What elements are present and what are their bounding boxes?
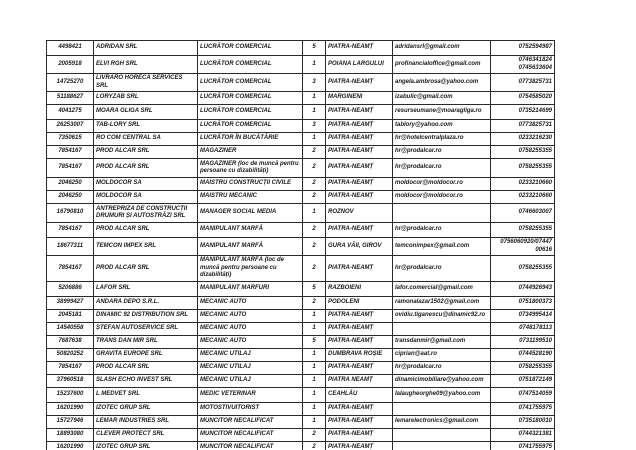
cell-vacancy-count: 5	[303, 281, 326, 296]
cell-company-name: L MEDVET SRL	[94, 387, 198, 402]
cell-location: PODOLENI	[326, 296, 393, 309]
cell-employer-id: 7854167	[47, 361, 94, 374]
table-row	[47, 159, 555, 178]
cell-employer-id: 7854167	[47, 256, 94, 282]
cell-company-name: TEMCON IMPEX SRL	[94, 238, 198, 256]
cell-location: PIATRA-NEAMȚ	[326, 361, 393, 374]
cell-email: temconimpex@gmail.com	[393, 238, 491, 256]
cell-vacancy-count: 2	[303, 428, 326, 441]
cell-job-title: MUNCITOR NECALIFICAT	[198, 415, 303, 428]
cell-company-name: GRAVITA EUROPE SRL	[94, 348, 198, 361]
cell-email: dinamicimobiliare@yahoo.com	[393, 374, 491, 387]
table-row	[47, 256, 555, 282]
cell-employer-id: 26253007	[47, 120, 94, 133]
cell-location: MARGINENI	[326, 92, 393, 105]
cell-job-title: MECANIC UTILAJ	[198, 361, 303, 374]
cell-email	[393, 441, 491, 450]
cell-email: ciprian@aat.ro	[393, 348, 491, 361]
cell-job-title: LUCRĂTOR ÎN BUCĂTĂRIE	[198, 133, 303, 146]
cell-vacancy-count: 1	[303, 56, 326, 74]
cell-job-title: MECANIC UTILAJ	[198, 348, 303, 361]
cell-job-title: MANIPULANT MARFURI	[198, 281, 303, 296]
cell-location: CEAHLĂU	[326, 387, 393, 402]
table-row	[47, 133, 555, 146]
cell-vacancy-count: 5	[303, 41, 326, 56]
cell-phone: 0233210660	[491, 178, 555, 191]
cell-vacancy-count: 5	[303, 335, 326, 348]
job-vacancies-table	[46, 40, 555, 450]
cell-company-name: TAB-LORY SRL	[94, 120, 198, 133]
cell-job-title: MANIPULANT MARFĂ (loc de muncă pentru persoane cu dizabilități)	[198, 256, 303, 282]
cell-job-title: LUCRĂTOR COMERCIAL	[198, 56, 303, 74]
cell-phone: 0751872149	[491, 374, 555, 387]
cell-job-title: LUCRĂTOR COMERCIAL	[198, 105, 303, 120]
cell-job-title: MOTOSTIVUITORIST	[198, 402, 303, 415]
cell-phone: 0741755975	[491, 441, 555, 450]
cell-location: PIATRA-NEAMȚ	[326, 146, 393, 159]
cell-vacancy-count: 1	[303, 322, 326, 335]
cell-company-name: LORYZAB SRL	[94, 92, 198, 105]
cell-email: resurseumane@moaragliga.ro	[393, 105, 491, 120]
cell-email	[393, 322, 491, 335]
cell-job-title: MAISTRU MECANIC	[198, 191, 303, 204]
cell-job-title: MUNCITOR NECALIFICAT	[198, 441, 303, 450]
cell-employer-id: 18677311	[47, 238, 94, 256]
cell-employer-id: 2045181	[47, 309, 94, 322]
cell-employer-id: 7854167	[47, 223, 94, 238]
cell-employer-id: 7854167	[47, 146, 94, 159]
table-row	[47, 348, 555, 361]
cell-employer-id: 15727946	[47, 415, 94, 428]
cell-employer-id: 38999427	[47, 296, 94, 309]
cell-company-name: LIVRARO HORECA SERVICES SRL	[94, 74, 198, 92]
table-row	[47, 296, 555, 309]
cell-company-name: ANDARA DEPO S.R.L.	[94, 296, 198, 309]
table-row	[47, 387, 555, 402]
cell-job-title: MANAGER SOCIAL MEDIA	[198, 204, 303, 223]
cell-vacancy-count: 1	[303, 309, 326, 322]
cell-phone: 0758255355	[491, 159, 555, 178]
cell-company-name: SLASH ECHO INVEST SRL	[94, 374, 198, 387]
cell-employer-id: 5206886	[47, 281, 94, 296]
cell-vacancy-count: 1	[303, 361, 326, 374]
cell-phone: 0752594987	[491, 41, 555, 56]
cell-phone: 0741755975	[491, 402, 555, 415]
cell-phone: 0773825731	[491, 120, 555, 133]
cell-phone: 0744321381	[491, 428, 555, 441]
cell-phone: 0735180010	[491, 415, 555, 428]
cell-phone: 0735214699	[491, 105, 555, 120]
cell-location: PIATRA-NEAMȚ	[326, 309, 393, 322]
table-row	[47, 223, 555, 238]
cell-vacancy-count: 2	[303, 146, 326, 159]
cell-location: PIATRA-NEAMȚ	[326, 335, 393, 348]
cell-job-title: MANIPULANT MARFĂ	[198, 238, 303, 256]
table-row	[47, 204, 555, 223]
cell-job-title: LUCRĂTOR COMERCIAL	[198, 120, 303, 133]
cell-employer-id: 51188627	[47, 92, 94, 105]
cell-employer-id: 15237600	[47, 387, 94, 402]
cell-email: lafor.comercial@gmail.com	[393, 281, 491, 296]
cell-vacancy-count: 1	[303, 204, 326, 223]
cell-location: PIATRA-NEAMȚ	[326, 105, 393, 120]
table-row	[47, 178, 555, 191]
cell-job-title: LUCRĂTOR COMERCIAL	[198, 92, 303, 105]
cell-location: PIATRA-NEAMȚ	[326, 133, 393, 146]
cell-phone: 0758255355	[491, 223, 555, 238]
cell-location: PIATRA-NEAMȚ	[326, 256, 393, 282]
cell-company-name: MOARA GLIGA SRL	[94, 105, 198, 120]
cell-location: PIATRA-NEAMȚ	[326, 159, 393, 178]
cell-job-title: MECANIC UTILAJ	[198, 374, 303, 387]
cell-employer-id: 7350615	[47, 133, 94, 146]
cell-phone: 0747514059	[491, 387, 555, 402]
cell-email: moldocor@moldocor.ro	[393, 178, 491, 191]
cell-employer-id: 2046250	[47, 178, 94, 191]
table-row	[47, 428, 555, 441]
cell-phone: 0746341824 0745633604	[491, 56, 555, 74]
cell-email: ramonalazar1502@gmail.com	[393, 296, 491, 309]
cell-employer-id: 37960518	[47, 374, 94, 387]
cell-location: PIATRA-NEAMȚ	[326, 120, 393, 133]
cell-phone: 0233216230	[491, 133, 555, 146]
cell-email: ovidiu.tiganescu@dinamic92.ro	[393, 309, 491, 322]
cell-email: hr@prodalcar.ro	[393, 361, 491, 374]
cell-company-name: TRANS DAN MIR SRL	[94, 335, 198, 348]
table-row	[47, 415, 555, 428]
cell-email: hr@hotelcentralplaza.ro	[393, 133, 491, 146]
cell-location: PIATRA-NEAMȚ	[326, 322, 393, 335]
cell-email: hr@prodalcar.ro	[393, 146, 491, 159]
cell-location: PIATRA NEAMȚ	[326, 374, 393, 387]
table-row	[47, 191, 555, 204]
table-row	[47, 41, 555, 56]
cell-company-name: DINAMIC 92 DISTRIBUTION SRL	[94, 309, 198, 322]
cell-job-title: MUNCITOR NECALIFICAT	[198, 428, 303, 441]
cell-location: POIANA LARGULUI	[326, 56, 393, 74]
cell-job-title: MEDIC VETERINAR	[198, 387, 303, 402]
cell-vacancy-count: 1	[303, 92, 326, 105]
cell-location: PIATRA-NEAMȚ	[326, 223, 393, 238]
table-body	[47, 41, 555, 450]
cell-phone: 0746603007	[491, 204, 555, 223]
cell-phone: 0734995414	[491, 309, 555, 322]
cell-employer-id: 7687638	[47, 335, 94, 348]
table-row	[47, 105, 555, 120]
table-row	[47, 441, 555, 450]
cell-company-name: ANTREPRIZA DE CONSTRUCȚII DRUMURI ȘI AUTOSTRĂZI SRL	[94, 204, 198, 223]
cell-employer-id: 14725270	[47, 74, 94, 92]
cell-vacancy-count: 3	[303, 120, 326, 133]
cell-company-name: RO COM CENTRAL SA	[94, 133, 198, 146]
cell-email	[393, 428, 491, 441]
cell-email: izabulic@gmail.com	[393, 92, 491, 105]
table-row	[47, 309, 555, 322]
cell-company-name: ȘTEFAN AUTOSERVICE SRL	[94, 322, 198, 335]
cell-email: transdanmir@gmail.com	[393, 335, 491, 348]
cell-phone: 0758255355	[491, 146, 555, 159]
cell-employer-id: 4498421	[47, 41, 94, 56]
cell-location: PIATRA-NEAMȚ	[326, 428, 393, 441]
table-row	[47, 361, 555, 374]
cell-employer-id: 16201990	[47, 402, 94, 415]
cell-phone: 0744926943	[491, 281, 555, 296]
cell-location: PIATRA-NEAMȚ	[326, 191, 393, 204]
table-row	[47, 120, 555, 133]
cell-phone: 0744528190	[491, 348, 555, 361]
cell-employer-id: 50820252	[47, 348, 94, 361]
cell-location: PIATRA-NEAMȚ	[326, 415, 393, 428]
table-row	[47, 238, 555, 256]
cell-location: ROZNOV	[326, 204, 393, 223]
cell-phone: 0751800373	[491, 296, 555, 309]
cell-email: angela.ambrosa@yahoo.com	[393, 74, 491, 92]
cell-company-name: PROD ALCAR SRL	[94, 159, 198, 178]
cell-employer-id: 18893080	[47, 428, 94, 441]
cell-employer-id: 16201990	[47, 441, 94, 450]
cell-email: profinancialoffice@gmail.com	[393, 56, 491, 74]
cell-vacancy-count: 2	[303, 159, 326, 178]
cell-job-title: LUCRĂTOR COMERCIAL	[198, 74, 303, 92]
cell-company-name: MOLDOCOR SA	[94, 178, 198, 191]
cell-job-title: MANIPULANT MARFĂ	[198, 223, 303, 238]
cell-job-title: MAGAZINER (loc de muncă pentru persoane cu dizabilități)	[198, 159, 303, 178]
cell-job-title: MECANIC AUTO	[198, 322, 303, 335]
cell-email	[393, 402, 491, 415]
cell-vacancy-count: 2	[303, 256, 326, 282]
cell-employer-id: 14540558	[47, 322, 94, 335]
cell-company-name: CLEVER PROTECT SRL	[94, 428, 198, 441]
cell-location: PIATRA-NEAMȚ	[326, 41, 393, 56]
cell-vacancy-count: 2	[303, 441, 326, 450]
cell-phone: 0758255355	[491, 361, 555, 374]
cell-email: lemarelectronics@gmail.com	[393, 415, 491, 428]
cell-phone: 0756060920/07447 00616	[491, 238, 555, 256]
cell-vacancy-count: 1	[303, 415, 326, 428]
cell-vacancy-count: 1	[303, 387, 326, 402]
cell-vacancy-count: 2	[303, 178, 326, 191]
cell-company-name: ADRIDAN SRL	[94, 41, 198, 56]
table-row	[47, 74, 555, 92]
cell-location: DUMBRAVA ROȘIE	[326, 348, 393, 361]
cell-company-name: PROD ALCAR SRL	[94, 256, 198, 282]
cell-company-name: PROD ALCAR SRL	[94, 146, 198, 159]
cell-job-title: MECANIC AUTO	[198, 309, 303, 322]
cell-company-name: LAFOR SRL	[94, 281, 198, 296]
cell-company-name: MOLDOCOR SA	[94, 191, 198, 204]
cell-phone: 0233210660	[491, 191, 555, 204]
cell-employer-id: 2046250	[47, 191, 94, 204]
cell-job-title: MAGAZINER	[198, 146, 303, 159]
cell-phone: 0754585020	[491, 92, 555, 105]
table-row	[47, 146, 555, 159]
table-row	[47, 374, 555, 387]
cell-employer-id: 2005918	[47, 56, 94, 74]
cell-company-name: PROD ALCAR SRL	[94, 223, 198, 238]
cell-location: PIATRA-NEAMȚ	[326, 178, 393, 191]
cell-location: RAZBOIENI	[326, 281, 393, 296]
cell-email: adridansrl@gmail.com	[393, 41, 491, 56]
cell-email: hr@prodalcar.ro	[393, 223, 491, 238]
cell-vacancy-count: 1	[303, 374, 326, 387]
cell-vacancy-count: 2	[303, 296, 326, 309]
cell-company-name: IZOTEC GRUP SRL	[94, 402, 198, 415]
cell-job-title: MECANIC AUTO	[198, 335, 303, 348]
cell-vacancy-count: 1	[303, 402, 326, 415]
cell-vacancy-count: 1	[303, 133, 326, 146]
cell-email: tablory@yahoo.com	[393, 120, 491, 133]
cell-company-name: IZOTEC GRUP SRL	[94, 441, 198, 450]
cell-employer-id: 16790810	[47, 204, 94, 223]
cell-email: hr@prodalcar.ro	[393, 256, 491, 282]
cell-company-name: PROD ALCAR SRL	[94, 361, 198, 374]
cell-vacancy-count: 1	[303, 105, 326, 120]
cell-phone: 0758255355	[491, 256, 555, 282]
cell-vacancy-count: 2	[303, 191, 326, 204]
cell-location: GURA VĂII, GIROV	[326, 238, 393, 256]
table-row	[47, 335, 555, 348]
cell-location: PIATRA-NEAMȚ	[326, 441, 393, 450]
table-row	[47, 322, 555, 335]
cell-company-name: ELVI RGH SRL	[94, 56, 198, 74]
table-row	[47, 56, 555, 74]
cell-job-title: MECANIC AUTO	[198, 296, 303, 309]
cell-vacancy-count: 3	[303, 74, 326, 92]
cell-email	[393, 204, 491, 223]
table-row	[47, 402, 555, 415]
cell-email: lalaugheorghe09@yahoo.com	[393, 387, 491, 402]
table-row	[47, 92, 555, 105]
cell-employer-id: 7854167	[47, 159, 94, 178]
cell-company-name: LEMAR INDUSTRIES SRL	[94, 415, 198, 428]
cell-phone: 0731199510	[491, 335, 555, 348]
cell-location: PIATRA-NEAMȚ	[326, 402, 393, 415]
cell-job-title: LUCRĂTOR COMERCIAL	[198, 41, 303, 56]
table-row	[47, 281, 555, 296]
cell-vacancy-count: 2	[303, 238, 326, 256]
cell-location: PIATRA-NEAMȚ	[326, 74, 393, 92]
cell-email: moldocor@moldocor.ro	[393, 191, 491, 204]
cell-email: hr@prodalcar.ro	[393, 159, 491, 178]
cell-phone: 0748178113	[491, 322, 555, 335]
cell-job-title: MAISTRU CONSTRUCȚII CIVILE	[198, 178, 303, 191]
cell-vacancy-count: 1	[303, 348, 326, 361]
cell-employer-id: 4041275	[47, 105, 94, 120]
cell-phone: 0773825731	[491, 74, 555, 92]
cell-vacancy-count: 2	[303, 223, 326, 238]
